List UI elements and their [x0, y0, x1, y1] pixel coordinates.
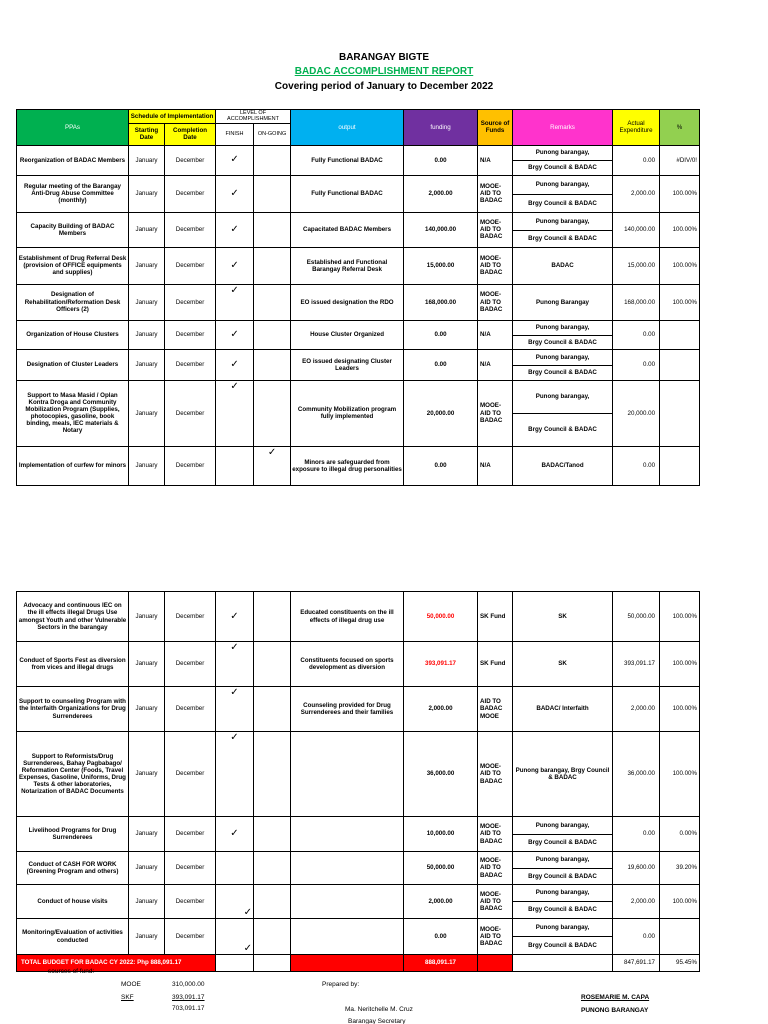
sum-value: 703,091.17 [172, 1005, 205, 1012]
ongoing-cell [254, 380, 291, 446]
sources-label: sources of fund: [48, 968, 95, 975]
ongoing-cell [254, 885, 291, 919]
col-header-remarks: Remarks [513, 110, 613, 146]
remarks-cell: Punong barangay, [513, 380, 613, 413]
ongoing-cell [254, 732, 291, 817]
source-cell: MOOE- AID TO BADAC [478, 284, 513, 320]
completion-date-cell: December [165, 687, 216, 732]
remarks-cell: Punong barangay, [513, 145, 613, 160]
col-header-schedule: Schedule of Implementation [129, 110, 216, 124]
start-date-cell: January [129, 592, 165, 642]
check-mark-icon: ✓ [230, 642, 239, 653]
start-date-cell: January [129, 247, 165, 284]
finish-cell [216, 349, 254, 380]
actual-cell: 0.00 [613, 446, 660, 485]
output-cell [291, 919, 404, 955]
finish-cell [216, 732, 254, 817]
completion-date-cell: December [165, 175, 216, 212]
remarks-cell: SK [513, 642, 613, 687]
start-date-cell: January [129, 885, 165, 919]
actual-cell: 0.00 [613, 817, 660, 852]
table-row [17, 732, 700, 817]
funding-cell: 36,000.00 [404, 732, 478, 817]
finish-cell [216, 247, 254, 284]
ppa-cell: Designation of Rehabilitation/Reformation Desk Officers (2) [17, 284, 129, 320]
completion-date-cell: December [165, 284, 216, 320]
pct-cell [660, 380, 700, 446]
finish-cell [216, 145, 254, 175]
start-date-cell: January [129, 446, 165, 485]
completion-date-cell: December [165, 852, 216, 885]
remarks-cell: BADAC [513, 247, 613, 284]
remarks-cell: Punong barangay, [513, 320, 613, 335]
funding-cell: 20,000.00 [404, 380, 478, 446]
actual-cell: 2,000.00 [613, 175, 660, 212]
start-date-cell: January [129, 732, 165, 817]
actual-cell: 15,000.00 [613, 247, 660, 284]
funding-cell: 2,000.00 [404, 687, 478, 732]
remarks-cell: Punong barangay, [513, 885, 613, 902]
skf-label: SKF [121, 994, 134, 1001]
start-date-cell: January [129, 212, 165, 247]
total-actual: 847,691.17 [613, 955, 660, 972]
funding-cell: 0.00 [404, 145, 478, 175]
signer-title: PUNONG BARANGAY [581, 1007, 649, 1014]
completion-date-cell: December [165, 817, 216, 852]
total-label: TOTAL BUDGET FOR BADAC CY 2022: Php 888,091.17 [17, 955, 216, 972]
check-mark-icon: ✓ [243, 942, 252, 954]
output-cell: Capacitated BADAC Members [291, 212, 404, 247]
table-row [17, 380, 700, 413]
table-row [17, 817, 700, 835]
mooe-value: 310,000.00 [172, 981, 205, 988]
funding-cell: 50,000.00 [404, 592, 478, 642]
remarks-cell: Punong barangay, [513, 817, 613, 835]
finish-cell [216, 852, 254, 885]
ppa-cell: Conduct of house visits [17, 885, 129, 919]
remarks-cell: Brgy Council & BADAC [513, 902, 613, 919]
ppa-cell: Reorganization of BADAC Members [17, 145, 129, 175]
pct-cell [660, 446, 700, 485]
source-cell: MOOE- AID TO BADAC [478, 212, 513, 247]
table-row [17, 592, 700, 642]
output-cell [291, 732, 404, 817]
col-header-source: Source of Funds [478, 110, 513, 146]
source-cell: SK Fund [478, 642, 513, 687]
remarks-cell: BADAC/ Interfaith [513, 687, 613, 732]
barangay-name: BARANGAY BIGTE [338, 52, 429, 63]
start-date-cell: January [129, 380, 165, 446]
check-mark-icon: ✓ [230, 358, 239, 370]
col-header-actual: Actual Expenditure [613, 110, 660, 146]
check-mark-icon: ✓ [230, 732, 239, 743]
table-row [17, 642, 700, 687]
source-cell: MOOE- AID TO BADAC [478, 885, 513, 919]
remarks-cell: Punong barangay, Brgy Council & BADAC [513, 732, 613, 817]
ongoing-cell [254, 284, 291, 320]
start-date-cell: January [129, 284, 165, 320]
funding-cell: 393,091.17 [404, 642, 478, 687]
actual-cell: 140,000.00 [613, 212, 660, 247]
funding-cell: 10,000.00 [404, 817, 478, 852]
remarks-cell: Brgy Council & BADAC [513, 160, 613, 175]
finish-cell [216, 380, 254, 446]
report-title: BADAC ACCOMPLISHMENT REPORT [294, 66, 474, 77]
pct-cell [660, 919, 700, 955]
remarks-cell: Punong barangay, [513, 212, 613, 230]
ongoing-cell [254, 687, 291, 732]
output-cell [291, 817, 404, 852]
start-date-cell: January [129, 817, 165, 852]
output-cell: Minors are safeguarded from exposure to illegal drug personalities [291, 446, 404, 485]
remarks-cell: Punong barangay, [513, 852, 613, 869]
table-row [17, 212, 700, 230]
check-mark-icon: ✓ [267, 446, 277, 458]
ppa-cell: Advocacy and continuous IEC on the ill effects illegal Drugs Use amongst Youth and other Vulnerable Sectors in the barangay [17, 592, 129, 642]
ppa-cell: Support to Reformists/Drug Surrenderees, Bahay Pagbabago/ Reformation Center (Foods, Travel Expenses, Gasoline, Uniforms, Drug Tests & other laboratories, Notarization of BADAC Documents [17, 732, 129, 817]
remarks-cell: Brgy Council & BADAC [513, 869, 613, 885]
ongoing-cell [254, 145, 291, 175]
completion-date-cell: December [165, 919, 216, 955]
ppa-cell: Regular meeting of the Barangay Anti-Drug Abuse Committee (monthly) [17, 175, 129, 212]
completion-date-cell: December [165, 247, 216, 284]
start-date-cell: January [129, 687, 165, 732]
completion-date-cell: December [165, 320, 216, 349]
ongoing-cell [254, 349, 291, 380]
ongoing-cell [254, 212, 291, 247]
actual-cell: 0.00 [613, 320, 660, 349]
output-cell: Counseling provided for Drug Surrenderees and their families [291, 687, 404, 732]
output-cell: Fully Functional BADAC [291, 145, 404, 175]
col-header-output: output [291, 110, 404, 146]
check-mark-icon: ✓ [230, 610, 239, 622]
actual-cell: 20,000.00 [613, 380, 660, 446]
actual-cell: 393,091.17 [613, 642, 660, 687]
table-row [17, 145, 700, 160]
finish-cell [216, 592, 254, 642]
ppa-cell: Designation of Cluster Leaders [17, 349, 129, 380]
total-funding: 888,091.17 [404, 955, 478, 972]
completion-date-cell: December [165, 349, 216, 380]
remarks-cell: Brgy Council & BADAC [513, 413, 613, 446]
finish-cell [216, 687, 254, 732]
remarks-cell: Brgy Council & BADAC [513, 365, 613, 380]
check-mark-icon: ✓ [243, 906, 252, 918]
output-cell: Constituents focused on sports development as diversion [291, 642, 404, 687]
ppa-cell: Implementation of curfew for minors [17, 446, 129, 485]
pct-cell [660, 320, 700, 349]
completion-date-cell: December [165, 592, 216, 642]
remarks-cell: Brgy Council & BADAC [513, 335, 613, 349]
col-header-finish: FINISH [216, 123, 254, 145]
funding-cell: 50,000.00 [404, 852, 478, 885]
start-date-cell: January [129, 642, 165, 687]
skf-value: 393,091.17 [172, 994, 205, 1001]
total-row [17, 955, 700, 972]
source-cell: N/A [478, 145, 513, 175]
funding-cell: 168,000.00 [404, 284, 478, 320]
funding-cell: 0.00 [404, 349, 478, 380]
col-header-starting: Starting Date [129, 123, 165, 145]
output-cell: Fully Functional BADAC [291, 175, 404, 212]
col-header-pct: % [660, 110, 700, 146]
col-header-funding: funding [404, 110, 478, 146]
funding-cell: 140,000.00 [404, 212, 478, 247]
check-mark-icon: ✓ [230, 687, 239, 698]
check-mark-icon: ✓ [230, 328, 239, 340]
output-cell: Established and Functional Barangay Referral Desk [291, 247, 404, 284]
finish-cell [216, 817, 254, 852]
pct-cell: 100.00% [660, 175, 700, 212]
source-cell: N/A [478, 349, 513, 380]
finish-cell [216, 175, 254, 212]
actual-cell: 168,000.00 [613, 284, 660, 320]
actual-cell: 2,000.00 [613, 885, 660, 919]
finish-cell [216, 320, 254, 349]
output-cell [291, 885, 404, 919]
remarks-cell: Punong barangay, [513, 919, 613, 937]
col-header-ongoing: ON-GOING [254, 123, 291, 145]
source-cell: MOOE- AID TO BADAC [478, 919, 513, 955]
check-mark-icon: ✓ [230, 380, 239, 392]
finish-cell [216, 885, 254, 919]
table-row [17, 885, 700, 902]
pct-cell: 100.00% [660, 687, 700, 732]
pct-cell: 100.00% [660, 732, 700, 817]
ongoing-cell [254, 247, 291, 284]
actual-cell: 0.00 [613, 349, 660, 380]
start-date-cell: January [129, 175, 165, 212]
remarks-cell: BADAC/Tanod [513, 446, 613, 485]
ppa-cell: Support to Masa Masid / Oplan Kontra Droga and Community Mobilization Program (Supplies, photocopies, gasoline, book binding, meals, IEC materials & Notary [17, 380, 129, 446]
remarks-cell: Punong barangay, [513, 349, 613, 365]
remarks-cell: Punong barangay, [513, 175, 613, 194]
completion-date-cell: December [165, 885, 216, 919]
source-cell: N/A [478, 446, 513, 485]
prepared-by-label: Prepared by: [322, 981, 360, 988]
pct-cell: 100.00% [660, 247, 700, 284]
output-cell: Community Mobilization program fully implemented [291, 380, 404, 446]
ongoing-cell [254, 446, 291, 485]
signer-name: ROSEMARIE M. CAPA [581, 994, 650, 1001]
pct-cell: 100.00% [660, 284, 700, 320]
table-row [17, 446, 700, 485]
preparer-name: Ma. Neritchelle M. Cruz [345, 1006, 413, 1013]
ppa-cell: Establishment of Drug Referral Desk (provision of OFFICE equipments and supplies) [17, 247, 129, 284]
check-mark-icon: ✓ [230, 154, 239, 166]
col-header-completion: Completion Date [165, 123, 216, 145]
remarks-cell: Brgy Council & BADAC [513, 937, 613, 955]
ongoing-cell [254, 852, 291, 885]
pct-cell: 100.00% [660, 212, 700, 247]
remarks-cell: Brgy Council & BADAC [513, 230, 613, 247]
funding-cell: 0.00 [404, 919, 478, 955]
finish-cell [216, 919, 254, 955]
start-date-cell: January [129, 320, 165, 349]
source-cell: N/A [478, 320, 513, 349]
start-date-cell: January [129, 145, 165, 175]
remarks-cell: Brgy Council & BADAC [513, 194, 613, 212]
completion-date-cell: December [165, 212, 216, 247]
table-row [17, 919, 700, 937]
actual-cell: 50,000.00 [613, 592, 660, 642]
mooe-label: MOOE [121, 981, 141, 988]
pct-cell [660, 349, 700, 380]
funding-cell: 2,000.00 [404, 885, 478, 919]
funding-cell: 0.00 [404, 446, 478, 485]
table-row [17, 320, 700, 335]
accomplishment-table-top [16, 109, 700, 486]
finish-cell [216, 446, 254, 485]
start-date-cell: January [129, 349, 165, 380]
report-period: Covering period of January to December 2022 [274, 81, 494, 92]
completion-date-cell: December [165, 145, 216, 175]
ongoing-cell [254, 320, 291, 349]
source-cell: MOOE- AID TO BADAC [478, 852, 513, 885]
ongoing-cell [254, 642, 291, 687]
actual-cell: 0.00 [613, 145, 660, 175]
ongoing-cell [254, 817, 291, 852]
start-date-cell: January [129, 852, 165, 885]
pct-cell: 39.20% [660, 852, 700, 885]
output-cell: House Cluster Organized [291, 320, 404, 349]
ppa-cell: Capacity Building of BADAC Members [17, 212, 129, 247]
completion-date-cell: December [165, 446, 216, 485]
finish-cell [216, 642, 254, 687]
completion-date-cell: December [165, 380, 216, 446]
table-row [17, 349, 700, 365]
remarks-cell: Brgy Council & BADAC [513, 835, 613, 852]
funding-cell: 15,000.00 [404, 247, 478, 284]
ppa-cell: Conduct of Sports Fest as diversion from vices and illegal drugs [17, 642, 129, 687]
completion-date-cell: December [165, 642, 216, 687]
col-header-ppas: PPAs [17, 110, 129, 146]
output-cell: EO issued designating Cluster Leaders [291, 349, 404, 380]
ppa-cell: Conduct of CASH FOR WORK (Greening Program and others) [17, 852, 129, 885]
check-mark-icon: ✓ [230, 223, 239, 235]
table-row [17, 852, 700, 869]
remarks-cell: SK [513, 592, 613, 642]
preparer-title: Barangay Secretary [348, 1018, 406, 1024]
ongoing-cell [254, 175, 291, 212]
output-cell: Educated constituents on the ill effects of illegal drug use [291, 592, 404, 642]
source-cell: MOOE- AID TO BADAC [478, 247, 513, 284]
check-mark-icon: ✓ [230, 259, 239, 271]
actual-cell: 36,000.00 [613, 732, 660, 817]
output-cell [291, 852, 404, 885]
pct-cell: 100.00% [660, 885, 700, 919]
source-cell: SK Fund [478, 592, 513, 642]
start-date-cell: January [129, 919, 165, 955]
table-row [17, 284, 700, 320]
output-cell: EO issued designation the RDO [291, 284, 404, 320]
completion-date-cell: December [165, 732, 216, 817]
ppa-cell: Support to counseling Program with the Interfaith Organizations for Drug Surrenderees [17, 687, 129, 732]
actual-cell: 0.00 [613, 919, 660, 955]
ongoing-cell [254, 919, 291, 955]
actual-cell: 2,000.00 [613, 687, 660, 732]
source-cell: MOOE- AID TO BADAC [478, 732, 513, 817]
pct-cell: 0.00% [660, 817, 700, 852]
accomplishment-table-bottom [16, 591, 700, 972]
pct-cell: #DIV/0! [660, 145, 700, 175]
ppa-cell: Organization of House Clusters [17, 320, 129, 349]
pct-cell: 100.00% [660, 592, 700, 642]
total-pct: 95.45% [660, 955, 700, 972]
funding-cell: 0.00 [404, 320, 478, 349]
table-row [17, 687, 700, 732]
check-mark-icon: ✓ [230, 284, 239, 296]
finish-cell [216, 284, 254, 320]
check-mark-icon: ✓ [230, 187, 239, 199]
col-header-level: LEVEL OF ACCOMPLISHMENT [216, 110, 291, 124]
check-mark-icon: ✓ [230, 828, 239, 840]
actual-cell: 19,600.00 [613, 852, 660, 885]
ongoing-cell [254, 592, 291, 642]
source-cell: AID TO BADAC MOOE [478, 687, 513, 732]
ppa-cell: Livelihood Programs for Drug Surrenderees [17, 817, 129, 852]
table-row [17, 175, 700, 194]
source-cell: MOOE- AID TO BADAC [478, 380, 513, 446]
pct-cell: 100.00% [660, 642, 700, 687]
source-cell: MOOE- AID TO BADAC [478, 817, 513, 852]
source-cell: MOOE- AID TO BADAC [478, 175, 513, 212]
finish-cell [216, 212, 254, 247]
ppa-cell: Monitoring/Evaluation of activities conducted [17, 919, 129, 955]
remarks-cell: Punong Barangay [513, 284, 613, 320]
funding-cell: 2,000.00 [404, 175, 478, 212]
table-row [17, 247, 700, 284]
